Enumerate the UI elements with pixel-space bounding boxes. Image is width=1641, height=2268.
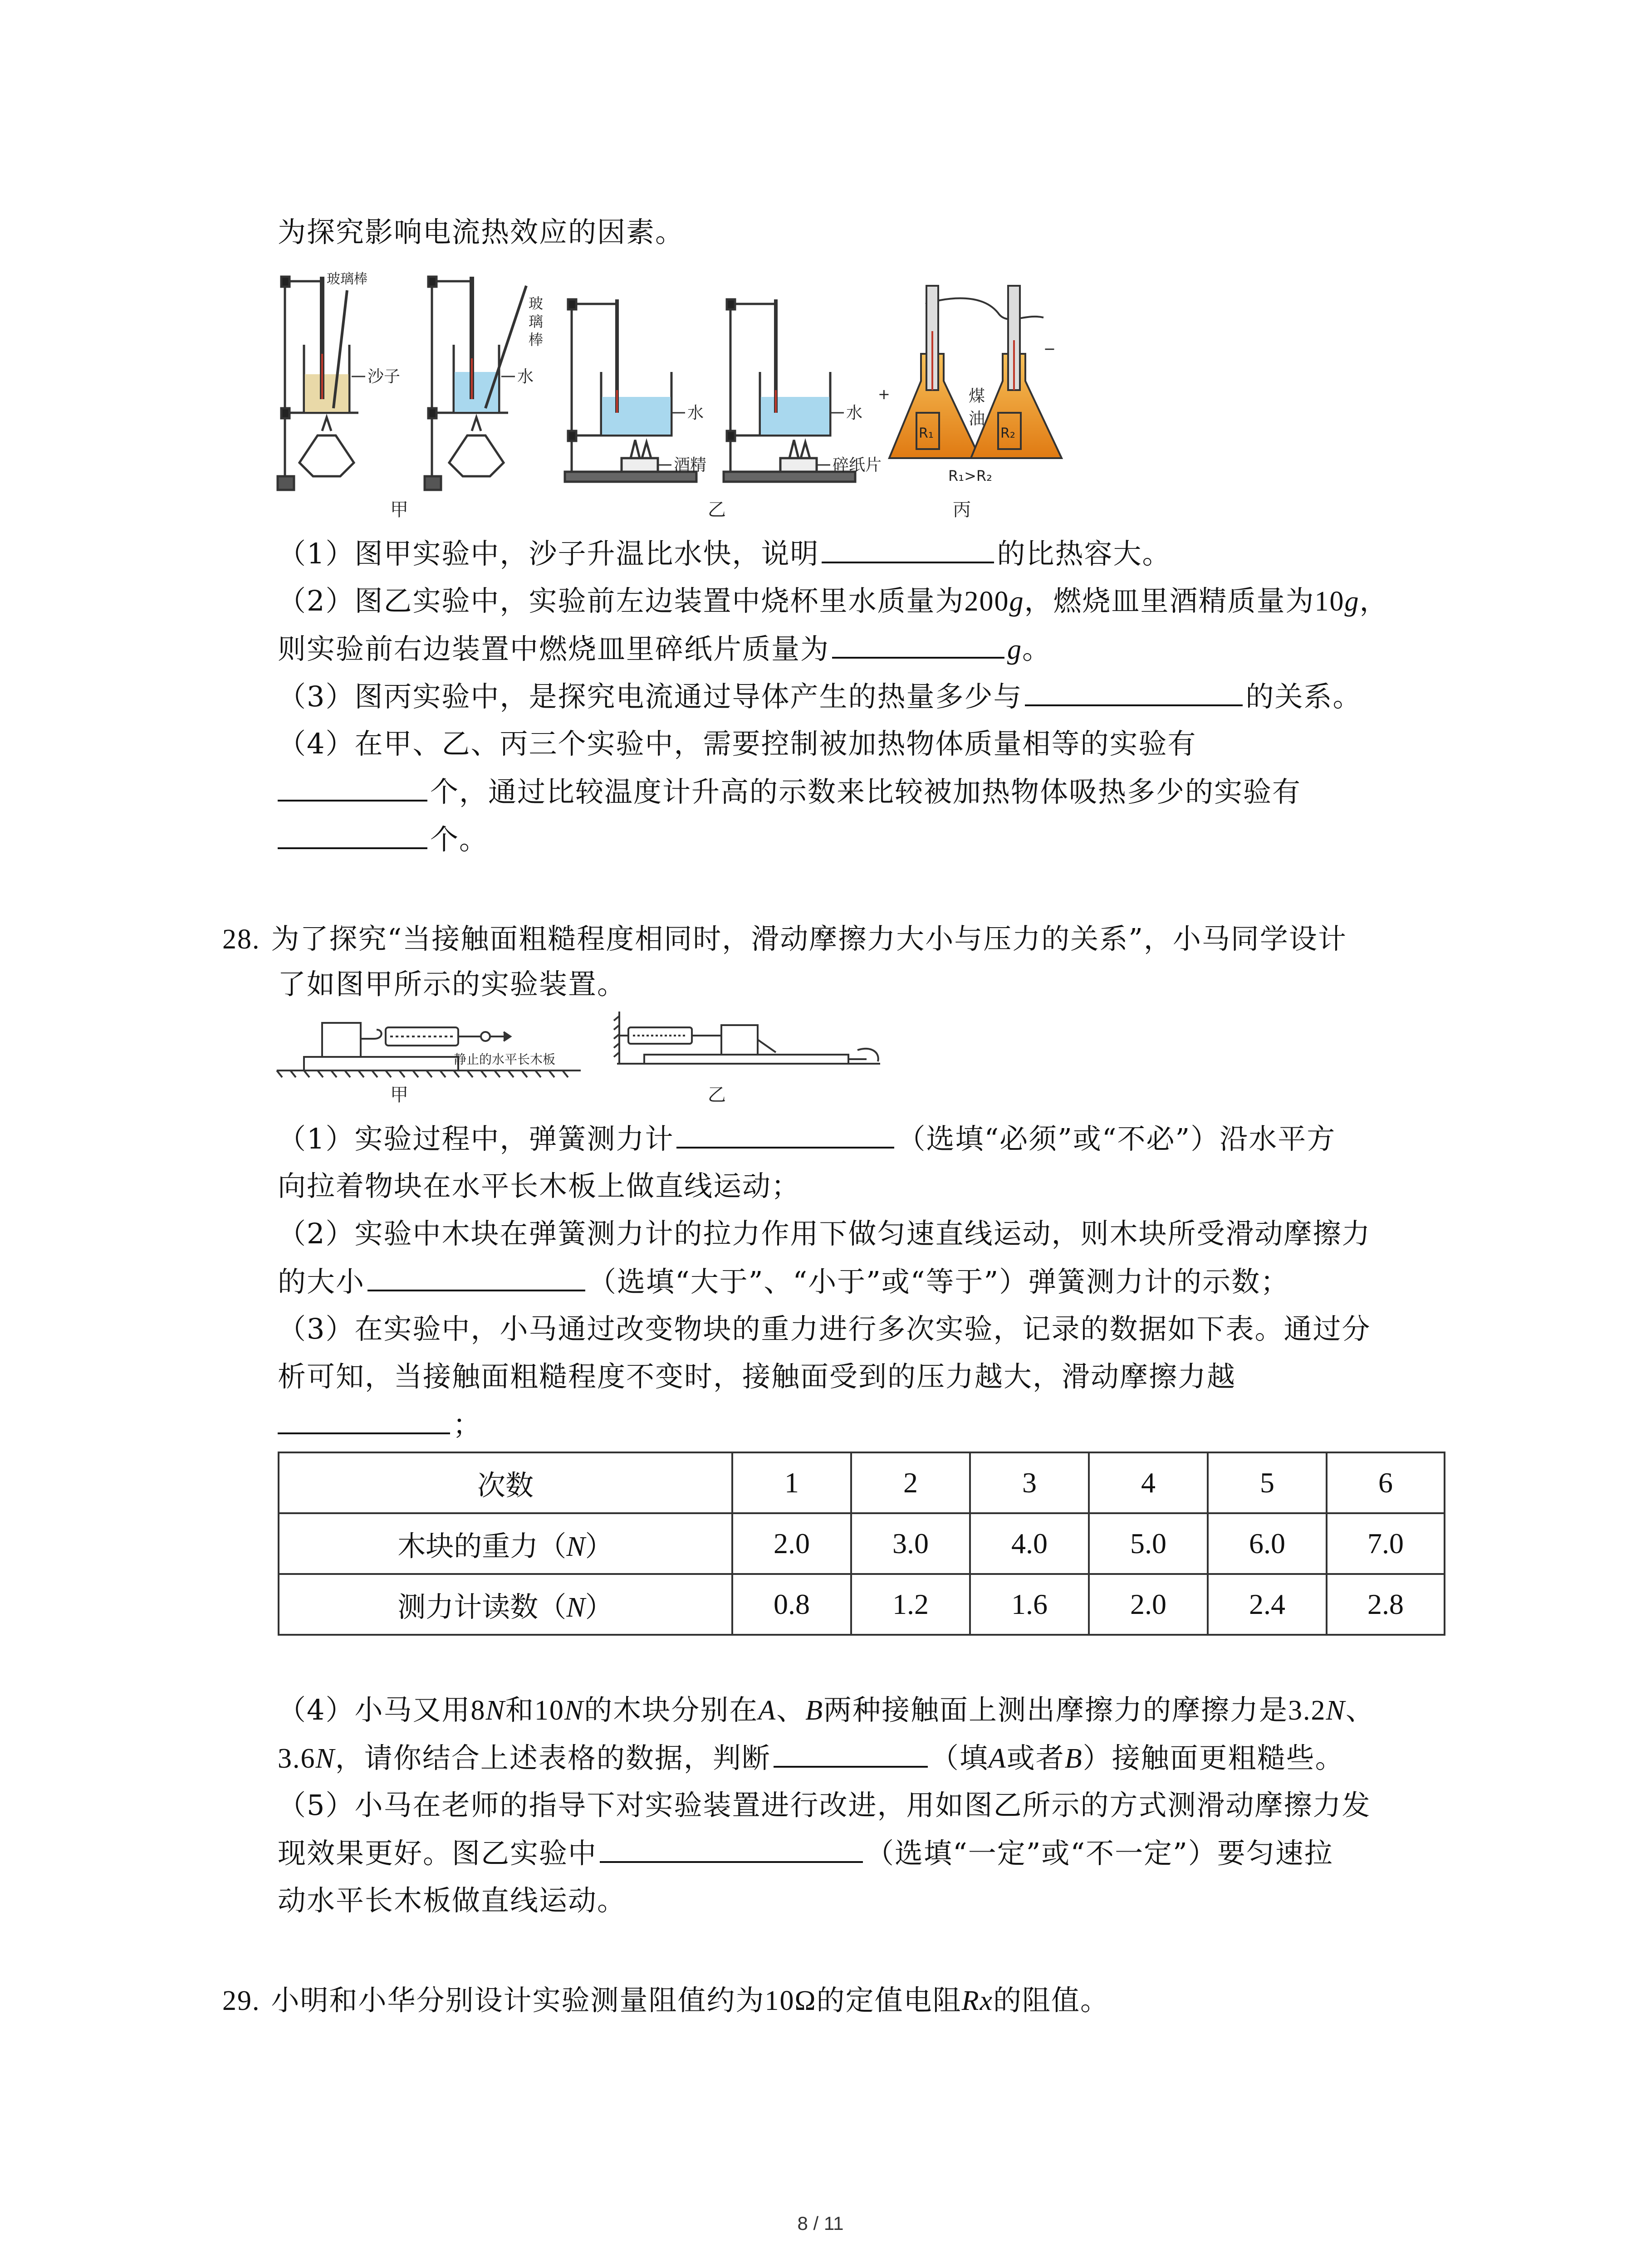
q27-part2: （2）图乙实验中，实验前左边装置中烧杯里水质量为200g，燃烧皿里酒精质量为10g， xyxy=(278,584,1389,617)
q28-part4: （4）小马又用8N和10N的木块分别在A、B两种接触面上测出摩擦力的摩擦力是3.2N、 xyxy=(278,1693,1375,1726)
table-header-cell: 5 xyxy=(1208,1452,1327,1513)
blank-q28-4[interactable] xyxy=(774,1740,928,1768)
blank-q27-4a[interactable] xyxy=(278,773,427,802)
label-alcohol: 酒精 xyxy=(674,456,707,474)
label-paper: 碎纸片 xyxy=(833,456,882,474)
q28-part3: （3）在实验中，小马通过改变物块的重力进行多次实验，记录的数据如下表。通过分 xyxy=(278,1312,1371,1345)
table-cell: 7.0 xyxy=(1327,1513,1445,1574)
table-header-cell: 6 xyxy=(1327,1452,1445,1513)
label-glass-rod-1: 玻璃棒 xyxy=(327,271,367,287)
q27-part2b: 则实验前右边装置中燃烧皿里碎纸片质量为 g。 xyxy=(278,631,1051,668)
figure-friction-apparatus xyxy=(272,1007,885,1080)
label-water-2: 水 xyxy=(687,404,704,422)
blank-q28-2[interactable] xyxy=(367,1263,585,1291)
table-cell: 0.8 xyxy=(732,1574,851,1635)
label-kerosene-b: 油 xyxy=(969,410,985,428)
label-water-1: 水 xyxy=(517,367,534,386)
q28-part5b: 现效果更好。图乙实验中 （选填“一定”或“不一定”）要匀速拉 xyxy=(278,1835,1333,1872)
caption-yi-1: 乙 xyxy=(708,499,726,520)
label-water-3: 水 xyxy=(846,404,863,422)
table-cell: 4.0 xyxy=(970,1513,1089,1574)
table-cell: 2.0 xyxy=(1089,1574,1208,1635)
q27-part1: （1）图甲实验中，沙子升温比水快，说明 的比热容大。 xyxy=(278,535,1171,572)
label-kerosene-a: 煤 xyxy=(969,387,985,406)
q28-part4b: 3.6N，请你结合上述表格的数据，判断 （填A或者B）接触面更粗糙些。 xyxy=(278,1740,1344,1777)
label-resistance-relation: R₁>R₂ xyxy=(948,467,992,484)
label-glass-rod-2b: 璃 xyxy=(529,313,544,330)
q27-part4b: 个，通过比较温度计升高的示数来比较被加热物体吸热多少的实验有 xyxy=(278,773,1301,810)
label-plus: + xyxy=(878,386,890,403)
q28-part3b: 析可知，当接触面粗糙程度不变时，接触面受到的压力越大，滑动摩擦力越 xyxy=(278,1360,1236,1393)
table-cell: 2.8 xyxy=(1327,1574,1445,1635)
page-number: 8 / 11 xyxy=(797,2213,844,2234)
label-r2: R₂ xyxy=(1000,425,1015,441)
table-header-cell: 2 xyxy=(851,1452,970,1513)
friction-data-table xyxy=(278,1452,1445,1636)
table-header-cell: 4 xyxy=(1089,1452,1208,1513)
q28-line1: 28. 为了探究“当接触面粗糙程度相同时，滑动摩擦力大小与压力的关系”，小马同学设计 xyxy=(222,922,1347,955)
q28-part1: （1）实验过程中，弹簧测力计 （选填“必须”或“不必”）沿水平方 xyxy=(278,1120,1336,1157)
blank-q28-5[interactable] xyxy=(600,1835,863,1863)
table-cell: 1.6 xyxy=(970,1574,1089,1635)
label-r1: R₁ xyxy=(919,425,934,441)
table-header-row xyxy=(279,1452,1445,1513)
q28-part1b: 向拉着物块在水平长木板上做直线运动； xyxy=(278,1169,801,1202)
apparatus-alcohol xyxy=(565,299,696,482)
caption-jia-1: 甲 xyxy=(390,499,408,520)
table-row-label: 木块的重力（N） xyxy=(279,1513,732,1574)
q28-line2: 了如图甲所示的实验装置。 xyxy=(278,968,627,1001)
caption-bing-1: 丙 xyxy=(953,499,971,520)
label-minus: − xyxy=(1043,340,1056,357)
q29-line1: 29. 小明和小华分别设计实验测量阻值约为10Ω的定值电阻Rx的阻值。 xyxy=(222,1984,1110,2017)
q28-part2: （2）实验中木块在弹簧测力计的拉力作用下做匀速直线运动，则木块所受滑动摩擦力 xyxy=(278,1217,1371,1250)
q27-part4: （4）在甲、乙、丙三个实验中，需要控制被加热物体质量相等的实验有 xyxy=(278,727,1197,760)
label-sand: 沙子 xyxy=(367,367,401,386)
table-row-label: 测力计读数（N） xyxy=(279,1574,732,1635)
label-glass-rod-2c: 棒 xyxy=(529,331,544,348)
q27-part3: （3）图丙实验中，是探究电流通过导体产生的热量多少与 的关系。 xyxy=(278,678,1362,715)
apparatus-flasks xyxy=(889,286,1062,458)
table-cell: 2.0 xyxy=(732,1513,851,1574)
table-cell: 1.2 xyxy=(851,1574,970,1635)
q28-part2b: 的大小 （选填“大于”、“小于”或“等于”）弹簧测力计的示数； xyxy=(278,1263,1289,1300)
blank-q27-1[interactable] xyxy=(822,535,994,563)
blank-q27-4b[interactable] xyxy=(278,821,427,849)
label-stationary-board: 静止的水平长木板 xyxy=(454,1052,556,1067)
table-cell: 3.0 xyxy=(851,1513,970,1574)
apparatus-sand xyxy=(278,277,358,490)
figure-heat-experiments xyxy=(272,263,1134,499)
label-glass-rod-2a: 玻 xyxy=(529,295,544,312)
table-row xyxy=(279,1574,1445,1635)
apparatus-water-1 xyxy=(425,277,526,490)
table-row xyxy=(279,1513,1445,1574)
table-cell: 2.4 xyxy=(1208,1574,1327,1635)
table-header-cell: 次数 xyxy=(279,1452,732,1513)
q28-part5: （5）小马在老师的指导下对实验装置进行改进，用如图乙所示的方式测滑动摩擦力发 xyxy=(278,1789,1371,1822)
table-cell: 6.0 xyxy=(1208,1513,1327,1574)
caption-yi-2: 乙 xyxy=(708,1085,726,1105)
table-header-cell: 1 xyxy=(732,1452,851,1513)
q28-part5c: 动水平长木板做直线运动。 xyxy=(278,1884,627,1917)
caption-jia-2: 甲 xyxy=(390,1085,408,1105)
q27-part4c: 个。 xyxy=(278,821,488,858)
intro-line: 为探究影响电流热效应的因素。 xyxy=(278,215,685,249)
blank-q28-3[interactable] xyxy=(278,1406,450,1434)
apparatus-paper xyxy=(724,299,855,482)
blank-q27-2[interactable] xyxy=(832,631,1004,659)
blank-q27-3[interactable] xyxy=(1025,678,1243,706)
blank-q28-1[interactable] xyxy=(676,1120,894,1149)
table-cell: 5.0 xyxy=(1089,1513,1208,1574)
q28-part3c: ； xyxy=(278,1406,482,1443)
table-header-cell: 3 xyxy=(970,1452,1089,1513)
